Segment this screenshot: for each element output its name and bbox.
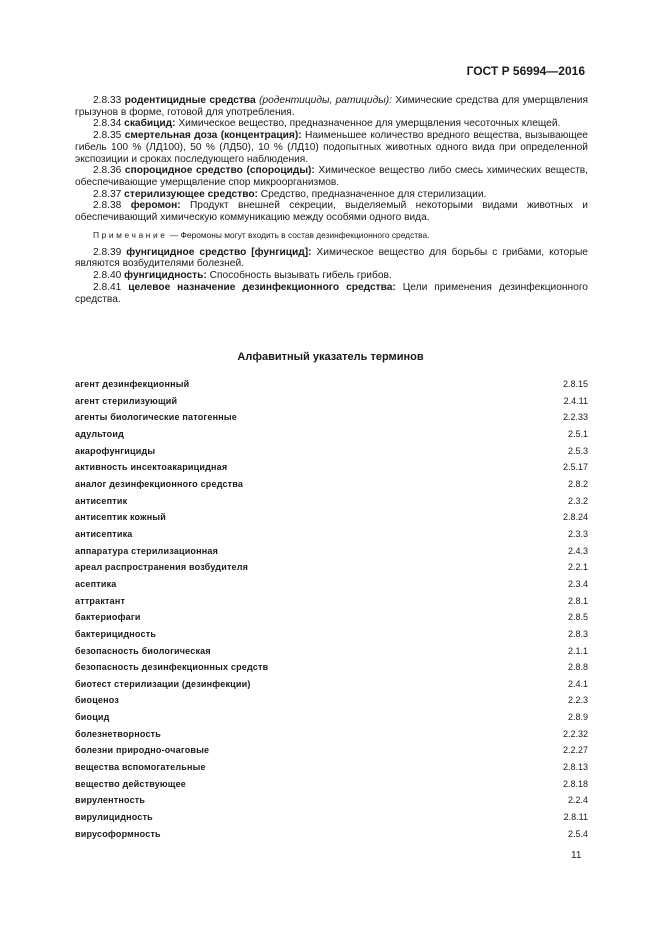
index-term: агент стерилизующий [75,395,178,406]
note-text: — Феромоны могут входить в состав дезинфекционного средства. [169,229,430,240]
index-term: вирулицидность [75,812,153,823]
index-term: агенты биологические патогенные [75,412,237,423]
index-term: бактерицидность [75,628,157,639]
index-term: антисептик [75,495,128,506]
definition-paragraph [75,200,588,223]
term-definition: Химическое вещество либо смесь химических веществ, обеспечивающие умерщвление спор микроорганизмов. [75,165,588,188]
index-row [75,611,588,628]
index-row [75,794,588,811]
index-term: агент дезинфекционный [75,379,190,389]
term-name: феромон: [130,200,181,212]
index-term: адультоид [75,428,125,439]
definition-paragraph [75,247,588,270]
definition-paragraph [75,95,588,118]
term-name: фунгицидность: [124,270,207,282]
index-reference: 2.8.15 [562,379,588,389]
index-title: Алфавитный указатель терминов [237,351,424,363]
index-term: ареал распространения возбудителя [75,562,249,573]
index-row [75,694,588,711]
term-number: 2.8.39 [93,246,122,258]
term-definition: Продукт внешней секреции, выделяемый некоторыми видами животных и обеспечивающий химическую коммуникацию между особями одного вида. [75,200,588,224]
index-reference: 2.8.13 [562,762,588,773]
index-row [75,728,588,745]
definition-paragraph [75,270,588,282]
definition-paragraph [75,189,588,201]
term-name: стерилизующее средство: [124,188,258,200]
document-body [75,95,588,305]
index-row [75,628,588,645]
index-row [75,811,588,828]
term-number: 2.8.36 [93,165,122,177]
index-row [75,778,588,795]
index-reference: 2.8.11 [563,812,588,823]
index-term: акарофунгициды [75,445,156,456]
term-index [75,378,588,844]
page-number: 11 [571,850,582,861]
index-reference: 2.5.3 [567,445,588,456]
index-reference: 2.8.24 [562,512,588,523]
term-number: 2.8.41 [93,281,122,293]
index-row [75,545,588,562]
index-reference: 2.8.18 [562,778,588,789]
index-reference: 2.4.1 [567,678,588,689]
index-reference: 2.2.27 [562,745,588,756]
index-term: вирусоформность [75,828,161,839]
term-number: 2.8.38 [93,200,122,212]
index-reference: 2.8.3 [567,628,588,639]
index-term: безопасность биологическая [75,645,211,656]
index-reference: 2.3.2 [567,495,588,506]
index-row [75,678,588,695]
index-term: активность инсектоакарицидная [75,462,228,473]
index-reference: 2.2.33 [562,412,588,423]
term-definition: Способность вызывать гибель грибов. [209,270,392,282]
index-row [75,461,588,478]
index-row [75,595,588,612]
index-row [75,761,588,778]
index-term: безопасность дезинфекционных средств [75,662,269,673]
term-number: 2.8.35 [93,130,122,142]
term-name: родентицидные средства [124,95,256,106]
index-reference: 2.2.1 [567,562,588,573]
index-row [75,528,588,545]
term-number: 2.8.34 [93,118,122,130]
index-term: антисептика [75,528,133,539]
index-reference: 2.3.3 [567,528,588,539]
index-reference: 2.1.1 [567,645,588,656]
index-reference: 2.3.4 [567,578,588,589]
index-row [75,561,588,578]
index-row [75,744,588,761]
index-row [75,411,588,428]
index-term: аналог дезинфекционного средства [75,478,244,489]
index-row [75,828,588,845]
index-reference: 2.8.9 [567,712,588,723]
definition-paragraph [75,118,588,130]
index-term: антисептик кожный [75,512,166,523]
note [75,230,588,241]
term-number: 2.8.40 [93,270,122,282]
index-row [75,661,588,678]
term-definition: Химические средства для умерщвления грызунов в форме, готовой для употребления. [75,95,588,118]
index-term: биоцид [75,712,110,723]
definition-paragraph [75,282,588,305]
index-reference: 2.5.17 [562,462,588,473]
index-row [75,711,588,728]
index-term: вирулентность [75,795,146,806]
term-name: смертельная доза (концентрация): [124,130,302,142]
index-reference: 2.8.2 [567,478,588,489]
term-definition: Средство, предназначенное для стерилизации. [260,188,487,200]
term-name: спороцидное средство (спороциды): [124,165,315,177]
index-reference: 2.5.4 [567,828,588,839]
index-row [75,395,588,412]
note-label: Примечание [93,229,168,240]
index-term: вещества вспомогательные [75,762,206,773]
index-term: болезни природно-очаговые [75,745,210,756]
index-term: аттрактант [75,595,126,606]
index-term: биотест стерилизации (дезинфекции) [75,678,251,689]
document-header: ГОСТ Р 56994—2016 [466,64,585,78]
definition-paragraph [75,130,588,165]
index-row [75,428,588,445]
index-row [75,495,588,512]
index-row [75,511,588,528]
term-synonyms: (родентициды, ратициды): [259,95,392,106]
term-name: скабицид: [124,118,176,130]
term-definition: Химическое вещество, предназначенное для умерщвления чесоточных клещей. [178,118,561,130]
index-reference: 2.2.32 [562,728,588,739]
index-term: болезнетворность [75,728,162,739]
index-reference: 2.8.1 [567,595,588,606]
index-term: вещество действующее [75,778,186,789]
index-reference: 2.5.1 [567,428,588,439]
term-definition: Наименьшее количество вредного вещества, вызывающее гибель 100 % (ЛД100), 50 % (ЛД50), 10 % (ЛД10) подопытных животных одного вида при определенной экспозиции и сроках последующего наблюдения. [75,130,588,165]
index-row [75,478,588,495]
term-name: фунгицидное средство [фунгицид]: [126,246,312,258]
definition-paragraph [75,165,588,188]
index-term: асептика [75,578,117,589]
index-reference: 2.8.8 [567,662,588,673]
index-reference: 2.8.5 [567,612,588,623]
index-row [75,378,588,395]
index-term: аппаратура стерилизационная [75,545,219,556]
index-reference: 2.2.3 [567,695,588,706]
term-definition: Химическое вещество для борьбы с грибами, которые являются возбудителями болезней. [75,246,588,270]
index-row [75,445,588,462]
term-number: 2.8.33 [93,95,122,106]
index-reference: 2.4.3 [567,545,588,556]
index-term: биоценоз [75,695,120,706]
term-name: целевое назначение дезинфекционного средства: [128,281,396,293]
term-number: 2.8.37 [93,188,122,200]
index-row [75,645,588,662]
index-term: бактериофаги [75,612,141,623]
index-reference: 2.2.4 [567,795,588,806]
term-definition: Цели применения дезинфекционного средства. [75,281,588,305]
index-row [75,578,588,595]
index-reference: 2.4.11 [563,395,588,406]
